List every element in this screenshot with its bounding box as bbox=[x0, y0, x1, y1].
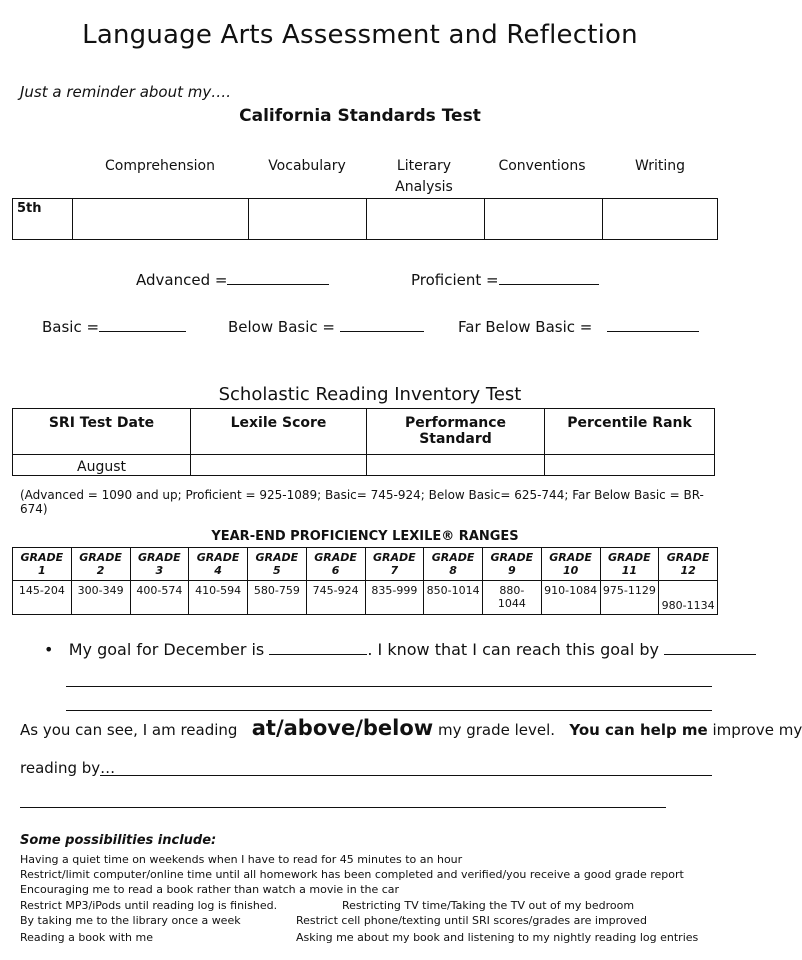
far-below-basic-field bbox=[458, 317, 699, 336]
reading-by-line[interactable] bbox=[100, 775, 712, 776]
sri-cell-date: August bbox=[13, 455, 191, 476]
possibilities-title: Some possibilities include: bbox=[20, 833, 217, 848]
sri-cell-lexile[interactable] bbox=[191, 455, 367, 476]
possibility-item: Reading a book with me bbox=[20, 931, 154, 944]
lexile-grade-header bbox=[248, 548, 307, 581]
lexile-range-cell: 835-999 bbox=[365, 581, 424, 615]
lexile-grade-header bbox=[541, 548, 600, 581]
grade-label: GRADE bbox=[549, 551, 592, 564]
help-bold: You can help me bbox=[569, 721, 708, 739]
advanced-label: Advanced = bbox=[136, 271, 228, 289]
cst-row-label: 5th bbox=[13, 199, 73, 240]
below-basic-blank[interactable] bbox=[340, 317, 424, 332]
lexile-grade-header bbox=[130, 548, 189, 581]
lexile-grade-header bbox=[71, 548, 130, 581]
proficient-label: Proficient = bbox=[411, 271, 499, 289]
table-row bbox=[13, 409, 715, 455]
page-title: Language Arts Assessment and Reflection bbox=[82, 20, 638, 50]
cst-cell-vocabulary[interactable] bbox=[249, 199, 367, 240]
grade-number: 6 bbox=[331, 564, 340, 577]
lexile-grade-header bbox=[483, 548, 542, 581]
cst-cell-comprehension[interactable] bbox=[73, 199, 249, 240]
table-row bbox=[13, 548, 718, 581]
lexile-range-cell: 980-1134 bbox=[659, 581, 718, 615]
reminder-text: Just a reminder about my…. bbox=[20, 83, 232, 101]
reading-by-line-2[interactable] bbox=[20, 807, 666, 808]
grade-label: GRADE bbox=[196, 551, 240, 564]
goal-method-blank[interactable] bbox=[664, 640, 756, 655]
reading-prefix: As you can see, I am reading bbox=[20, 721, 238, 739]
grade-number: 4 bbox=[214, 564, 222, 577]
goal-line-2[interactable] bbox=[66, 710, 712, 711]
lexile-range-cell: 145-204 bbox=[13, 581, 72, 615]
lexile-grade-header bbox=[659, 548, 718, 581]
possibility-item: Restricting TV time/Taking the TV out of my bedroom bbox=[342, 899, 635, 912]
grade-label: GRADE bbox=[20, 551, 64, 564]
sri-table bbox=[12, 408, 715, 476]
possibility-item: Restrict MP3/iPods until reading log is finished. bbox=[20, 899, 278, 912]
grade-number: 1 bbox=[38, 564, 46, 577]
table-row bbox=[13, 581, 718, 615]
basic-label: Basic = bbox=[42, 318, 100, 336]
possibility-item: Having a quiet time on weekends when I have to read for 45 minutes to an hour bbox=[20, 853, 463, 866]
cst-cell-literary-analysis[interactable] bbox=[367, 199, 485, 240]
sri-header-lexile: Lexile Score bbox=[191, 409, 367, 455]
table-row bbox=[13, 199, 718, 240]
goal-bullet: • bbox=[44, 640, 54, 659]
grade-label: GRADE bbox=[138, 551, 181, 564]
lexile-range-cell: 975-1129 bbox=[600, 581, 659, 615]
lexile-range-cell: 580-759 bbox=[248, 581, 307, 615]
grade-number: 12 bbox=[680, 564, 696, 577]
lexile-grade-header bbox=[306, 548, 365, 581]
sri-cell-percentile[interactable] bbox=[545, 455, 715, 476]
lexile-table bbox=[12, 547, 718, 615]
goal-text-1: My goal for December is bbox=[68, 640, 265, 659]
basic-blank[interactable] bbox=[99, 317, 186, 332]
lexile-range-cell: 410-594 bbox=[189, 581, 248, 615]
lexile-range-cell: 745-924 bbox=[306, 581, 365, 615]
cst-score-table bbox=[12, 198, 718, 240]
lexile-range-cell: 910-1084 bbox=[541, 581, 600, 615]
grade-number: 10 bbox=[562, 564, 579, 577]
sri-header-date: SRI Test Date bbox=[13, 409, 191, 455]
advanced-field bbox=[136, 270, 329, 289]
reading-middle: my grade level. bbox=[437, 721, 556, 739]
lexile-grade-header bbox=[13, 548, 72, 581]
lexile-grade-header bbox=[365, 548, 424, 581]
possibility-item: Restrict cell phone/texting until SRI scores/grades are improved bbox=[296, 914, 647, 927]
cst-cell-writing[interactable] bbox=[603, 199, 718, 240]
sri-title: Scholastic Reading Inventory Test bbox=[218, 384, 522, 405]
lexile-title: YEAR-END PROFICIENCY LEXILE® RANGES bbox=[211, 529, 519, 544]
reading-by-label: reading by… bbox=[20, 759, 116, 777]
help-rest: improve my bbox=[712, 721, 802, 739]
possibility-item: By taking me to the library once a week bbox=[20, 914, 241, 927]
grade-number: 7 bbox=[390, 564, 399, 577]
table-row bbox=[13, 455, 715, 476]
grade-label: GRADE bbox=[373, 551, 416, 564]
grade-number: 8 bbox=[449, 564, 457, 577]
reading-level-sentence bbox=[20, 716, 802, 740]
lexile-grade-header bbox=[600, 548, 659, 581]
goal-sentence bbox=[44, 640, 756, 659]
cst-col-conventions: Conventions bbox=[498, 158, 586, 174]
grade-number: 11 bbox=[621, 564, 638, 577]
below-basic-label: Below Basic = bbox=[228, 318, 335, 336]
below-basic-field bbox=[228, 317, 424, 336]
possibility-item: Encouraging me to read a book rather than watch a movie in the car bbox=[20, 883, 400, 896]
basic-field bbox=[42, 317, 186, 336]
goal-blank[interactable] bbox=[269, 640, 367, 655]
goal-text-2: . I know that I can reach this goal by bbox=[367, 640, 659, 659]
lexile-range-cell: 300-349 bbox=[71, 581, 130, 615]
grade-label: GRADE bbox=[666, 551, 710, 564]
advanced-blank[interactable] bbox=[227, 270, 329, 285]
cst-col-vocabulary: Vocabulary bbox=[268, 158, 346, 174]
lexile-grade-header bbox=[424, 548, 483, 581]
proficient-field bbox=[411, 270, 599, 289]
grade-label: GRADE bbox=[490, 551, 534, 564]
possibility-item: Restrict/limit computer/online time until all homework has been completed and verified/you receive a good grade report bbox=[20, 868, 684, 881]
sri-header-performance: Performance Standard bbox=[367, 409, 545, 455]
lexile-range-cell: 880- 1044 bbox=[483, 581, 542, 615]
reading-level-choice: at/above/below bbox=[251, 716, 434, 740]
grade-label: GRADE bbox=[79, 551, 122, 564]
proficient-blank[interactable] bbox=[499, 270, 599, 285]
cst-col-comprehension: Comprehension bbox=[105, 158, 215, 174]
possibility-item: Asking me about my book and listening to my nightly reading log entries bbox=[296, 931, 699, 944]
cst-cell-conventions[interactable] bbox=[485, 199, 603, 240]
far-below-basic-blank[interactable] bbox=[607, 317, 699, 332]
cst-col-literary-analysis: Literary Analysis bbox=[395, 158, 453, 195]
grade-number: 2 bbox=[96, 564, 105, 577]
sri-legend: (Advanced = 1090 and up; Proficient = 925-1089; Basic= 745-924; Below Basic= 625-744; Far Below Basic = BR-674) bbox=[20, 488, 704, 516]
grade-label: GRADE bbox=[255, 551, 299, 564]
far-below-basic-label: Far Below Basic = bbox=[458, 318, 593, 336]
lexile-range-cell: 400-574 bbox=[130, 581, 189, 615]
grade-number: 3 bbox=[155, 564, 164, 577]
grade-number: 9 bbox=[508, 564, 516, 577]
grade-label: GRADE bbox=[431, 551, 475, 564]
goal-line-1[interactable] bbox=[66, 686, 712, 687]
sri-header-percentile: Percentile Rank bbox=[545, 409, 715, 455]
cst-title: California Standards Test bbox=[239, 106, 481, 126]
lexile-grade-header bbox=[189, 548, 248, 581]
grade-label: GRADE bbox=[608, 551, 651, 564]
lexile-range-cell: 850-1014 bbox=[424, 581, 483, 615]
cst-col-writing: Writing bbox=[635, 158, 685, 174]
sri-cell-performance[interactable] bbox=[367, 455, 545, 476]
grade-number: 5 bbox=[273, 564, 281, 577]
grade-label: GRADE bbox=[314, 551, 357, 564]
